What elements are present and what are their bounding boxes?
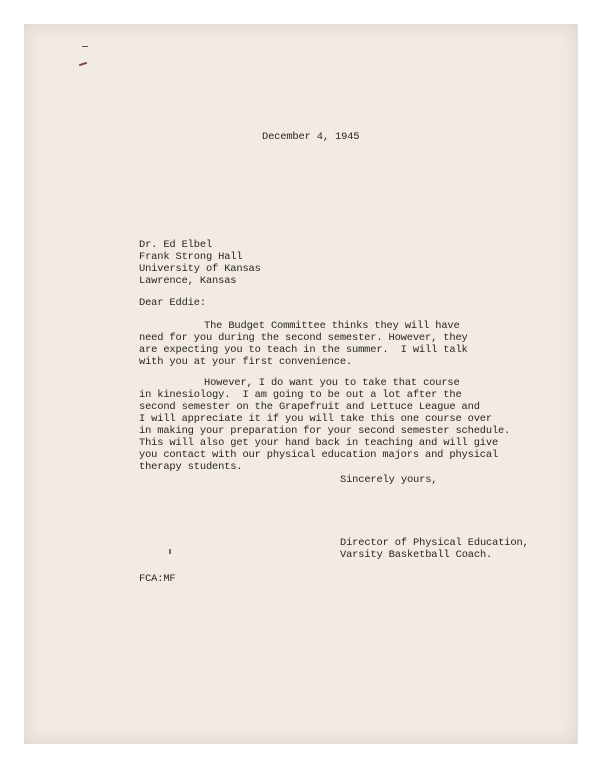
paragraph-1-line: need for you during the second semester. However, they — [139, 332, 468, 344]
margin-mark — [169, 549, 171, 554]
letter-date: December 4, 1945 — [262, 131, 360, 143]
paragraph-2-line: However, I do want you to take that course — [204, 377, 460, 389]
paragraph-2-line: therapy students. — [139, 461, 243, 473]
paragraph-1-line: with you at your first convenience. — [139, 356, 352, 368]
paragraph-1-line: are expecting you to teach in the summer. I will talk — [139, 344, 468, 356]
signature-line: Director of Physical Education, — [340, 537, 529, 549]
recipient-line: University of Kansas — [139, 263, 261, 275]
paragraph-2-line: second semester on the Grapefruit and Lettuce League and — [139, 401, 480, 413]
paragraph-1-line: The Budget Committee thinks they will have — [204, 320, 460, 332]
closing: Sincerely yours, — [340, 474, 438, 486]
paragraph-2-line: you contact with our physical education majors and physical — [139, 449, 499, 461]
signature-line: Varsity Basketball Coach. — [340, 549, 493, 561]
salutation: Dear Eddie: — [139, 297, 206, 309]
paragraph-2-line: in making your preparation for your second semester schedule. — [139, 425, 511, 437]
recipient-line: Frank Strong Hall — [139, 251, 243, 263]
paragraph-2-line: I will appreciate it if you will take this one course over — [139, 413, 492, 425]
typist-initials: FCA:MF — [139, 573, 176, 585]
recipient-line: Dr. Ed Elbel — [139, 239, 213, 251]
paragraph-2-line: in kinesiology. I am going to be out a lot after the — [139, 389, 462, 401]
paragraph-2-line: This will also get your hand back in teaching and will give — [139, 437, 499, 449]
margin-mark — [82, 46, 88, 47]
recipient-line: Lawrence, Kansas — [139, 275, 237, 287]
margin-mark — [79, 62, 87, 67]
